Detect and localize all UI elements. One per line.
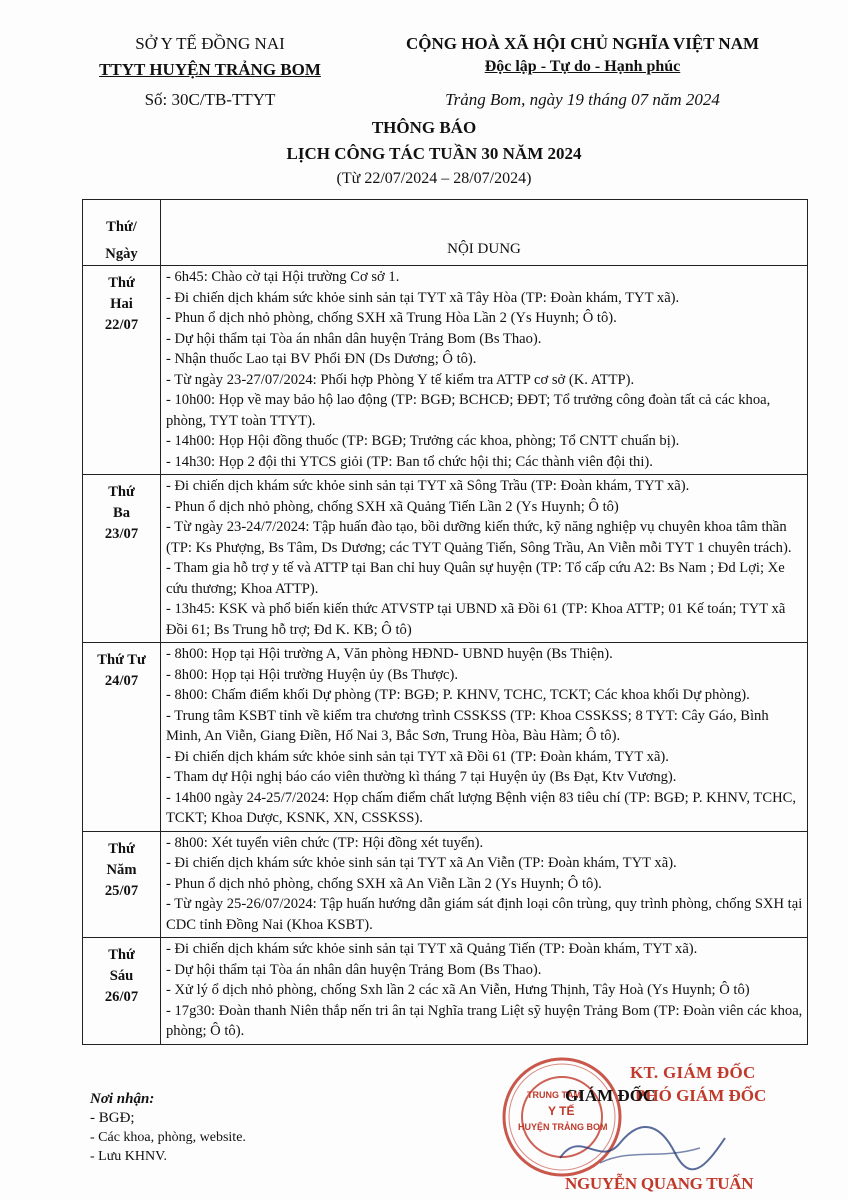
recipient-item: - Lưu KHNV. bbox=[90, 1149, 167, 1164]
motto bbox=[360, 58, 805, 76]
day-label: Thứ Tư bbox=[97, 652, 146, 668]
schedule-item: - Đi chiến dịch khám sức khỏe sinh sản tại TYT xã Tây Hòa (TP: Đoàn khám, TYT xã). bbox=[166, 289, 680, 306]
content-cell bbox=[161, 475, 808, 643]
day-label: Thứ bbox=[108, 840, 135, 857]
recipient-item: - BGĐ; bbox=[90, 1110, 135, 1126]
schedule-item: - 8h00: Họp tại Hội trường A, Văn phòng HĐND- UBND huyện (Bs Thiện). bbox=[166, 646, 613, 662]
motto-text: Độc lập - Tự do - Hạnh phúc bbox=[484, 58, 681, 75]
schedule-item: - 14h30: Họp 2 đội thi YTCS giỏi (TP: Ban tổ chức hội thi; Các thành viên đội thi). bbox=[166, 453, 653, 470]
place-date: Trảng Bom, ngày 19 tháng 07 năm 2024 bbox=[445, 90, 720, 109]
schedule-item: - Nhận thuốc Lao tại BV Phổi ĐN (Ds Dương; Ô tô). bbox=[166, 351, 477, 367]
schedule-item: - 14h00: Họp Hội đồng thuốc (TP: BGĐ; Trưởng các khoa, phòng; Tổ CNTT chuẩn bị). bbox=[166, 433, 680, 449]
day-label: 22/07 bbox=[104, 317, 139, 333]
schedule-item: - 8h00: Xét tuyển viên chức (TP: Hội đồng xét tuyển). bbox=[166, 834, 484, 851]
seal-line-1: TRUNG TÂM bbox=[527, 1090, 581, 1100]
schedule-item: - Dự hội thẩm tại Tòa án nhân dân huyện Trảng Bom (Bs Thao). bbox=[166, 330, 542, 347]
handwritten-signature-icon bbox=[540, 1118, 740, 1178]
schedule-body bbox=[83, 266, 808, 1045]
schedule-item: - 8h00: Họp tại Hội trường Huyện ủy (Bs Thược). bbox=[166, 666, 459, 683]
day-cell bbox=[83, 831, 161, 938]
schedule-item: - Dự hội thẩm tại Tòa án nhân dân huyện Trảng Bom (Bs Thao). bbox=[166, 961, 542, 978]
header-content-cell: NỘI DUNG bbox=[161, 200, 808, 266]
schedule-item: - Phun ổ dịch nhỏ phòng, chống SXH xã Trung Hòa Lần 2 (Ys Huynh; Ô tô). bbox=[166, 310, 617, 326]
signature-director-title: GIÁM ĐỐC bbox=[565, 1086, 656, 1105]
schedule-item: - 10h00: Họp về may bảo hộ lao động (TP: BGĐ; BCHCĐ; ĐĐT; Tổ trưởng công đoàn tất cả các khoa, phòng, TYT toàn TTYT). bbox=[166, 392, 771, 429]
schedule-item: - 13h45: KSK và phổ biến kiến thức ATVSTP tại UBND xã Đồi 61 (TP: Khoa ATTP; 01 Kế toán; TYT xã Đồi 61; Bs Trung hỗ trợ; Đd K. KB; Ô tô) bbox=[166, 601, 786, 638]
schedule-item: - Xử lý ổ dịch nhỏ phòng, chống Sxh lần 2 các xã An Viễn, Hưng Thịnh, Tây Hoà (Ys Huynh; Ô tô) bbox=[166, 982, 750, 998]
header-day-line1: Thứ/ bbox=[106, 219, 137, 235]
schedule-item: - 8h00: Chấm điểm khối Dự phòng (TP: BGĐ; P. KHNV, TCHC, TCKT; Các khoa khối Dự phòng). bbox=[166, 687, 750, 703]
schedule-item: - Đi chiến dịch khám sức khỏe sinh sản tại TYT xã Đồi 61 (TP: Đoàn khám, TYT xã). bbox=[166, 748, 669, 765]
table-row bbox=[83, 938, 808, 1045]
day-cell bbox=[83, 475, 161, 643]
signer-name: NGUYỄN QUANG TUẤN bbox=[565, 1174, 754, 1193]
day-label: 26/07 bbox=[104, 989, 139, 1005]
day-label: 25/07 bbox=[104, 882, 139, 899]
schedule-item: - Đi chiến dịch khám sức khỏe sinh sản tại TYT xã Sông Trầu (TP: Đoàn khám, TYT xã). bbox=[166, 478, 690, 494]
doc-number: Số: 30C/TB-TTYT bbox=[144, 90, 276, 109]
signature-deputy-title: PHÓ GIÁM ĐỐC bbox=[635, 1086, 767, 1105]
schedule-item: - Từ ngày 23-27/07/2024: Phối hợp Phòng Y tế kiểm tra ATTP cơ sở (K. ATTP). bbox=[166, 371, 635, 388]
recipients-title: Nơi nhận: bbox=[90, 1091, 155, 1107]
content-cell bbox=[161, 266, 808, 475]
day-label: Ba bbox=[112, 505, 131, 521]
signature-kt: KT. GIÁM ĐỐC bbox=[630, 1063, 756, 1082]
schedule-item: - Đi chiến dịch khám sức khỏe sinh sản tại TYT xã An Viễn (TP: Đoàn khám, TYT xã). bbox=[166, 855, 677, 871]
country-name: CỘNG HOÀ XÃ HỘI CHỦ NGHĨA VIỆT NAM bbox=[405, 34, 760, 53]
table-header-row bbox=[83, 200, 808, 266]
schedule-item: - Đi chiến dịch khám sức khỏe sinh sản tại TYT xã Quảng Tiến (TP: Đoàn khám, TYT xã). bbox=[166, 941, 698, 957]
doc-title: THÔNG BÁO bbox=[371, 118, 477, 137]
date-range: (Từ 22/07/2024 – 28/07/2024) bbox=[336, 170, 532, 187]
schedule-item: - Tham dự Hội nghị báo cáo viên thường kì tháng 7 tại Huyện ủy (Bs Đạt, Ktv Vương). bbox=[166, 769, 677, 785]
day-label: Sáu bbox=[109, 968, 134, 984]
day-label: Hai bbox=[110, 296, 133, 312]
content-cell bbox=[161, 643, 808, 832]
content-cell bbox=[161, 831, 808, 938]
recipients-block bbox=[90, 1090, 246, 1166]
schedule-item: - Phun ổ dịch nhỏ phòng, chống SXH xã An Viễn Lần 2 (Ys Huynh; Ô tô). bbox=[166, 875, 602, 892]
table-row bbox=[83, 475, 808, 643]
schedule-table bbox=[82, 199, 808, 1045]
schedule-item: - 14h00 ngày 24-25/7/2024: Họp chấm điểm chất lượng Bệnh viện 83 tiêu chí (TP: BGĐ; P. KHNV, TCHC, TCKT; Khoa Dược, KSNK, XN, CSSKSS). bbox=[166, 789, 797, 826]
schedule-item: - Từ ngày 25-26/07/2024: Tập huấn hướng dẫn giám sát định loại côn trùng, quy trình phòng, chống SXH tại CDC tỉnh Đồng Nai (Khoa KSBT). bbox=[166, 896, 803, 933]
schedule-item: - 6h45: Chào cờ tại Hội trường Cơ sở 1. bbox=[166, 269, 400, 285]
table-row bbox=[83, 643, 808, 832]
org-name: TTYT HUYỆN TRẢNG BOM bbox=[99, 60, 321, 79]
table-row bbox=[83, 831, 808, 938]
schedule-item: - Phun ổ dịch nhỏ phòng, chống SXH xã Quảng Tiến Lần 2 (Ys Huynh; Ô tô) bbox=[166, 498, 619, 515]
day-label: Thứ bbox=[108, 275, 135, 291]
schedule-item: - Từ ngày 23-24/7/2024: Tập huấn đào tạo, bồi dưỡng kiến thức, kỹ năng nghiệp vụ chuyên khoa tâm thần (TP: Ks Phượng, Bs Tâm, Ds Dương; các TYT Quảng Tiến, Sông Trầu, An Viễn mỗi TYT 1 chuyên trách). bbox=[166, 519, 792, 556]
header-day-line2: Ngày bbox=[105, 246, 138, 262]
day-label: Năm bbox=[106, 861, 137, 878]
schedule-item: - 17g30: Đoàn thanh Niên thắp nến tri ân tại Nghĩa trang Liệt sỹ huyện Trảng Bom (TP: Đoàn viên các khoa, phòng; Ô tô). bbox=[166, 1002, 803, 1039]
day-label: Thứ bbox=[108, 484, 135, 500]
dept-name: SỞ Y TẾ ĐỒNG NAI bbox=[135, 34, 285, 53]
seal-line-3: HUYỆN TRẢNG BOM bbox=[518, 1122, 608, 1132]
content-cell bbox=[161, 938, 808, 1045]
recipient-item: - Các khoa, phòng, website. bbox=[90, 1130, 246, 1145]
seal-line-2: Y TẾ bbox=[548, 1104, 575, 1118]
day-cell bbox=[83, 643, 161, 832]
header-day-cell bbox=[83, 200, 161, 266]
schedule-item: - Tham gia hỗ trợ y tế và ATTP tại Ban chỉ huy Quân sự huyện (TP: Tổ cấp cứu A2: Bs Nam ; Đd Lợi; Xe cứu thương; Khoa ATTP). bbox=[166, 560, 785, 597]
day-label: Thứ bbox=[108, 947, 135, 963]
doc-subtitle: LỊCH CÔNG TÁC TUẦN 30 NĂM 2024 bbox=[286, 144, 582, 163]
table-row bbox=[83, 266, 808, 475]
day-label: 23/07 bbox=[104, 526, 139, 542]
day-label: 24/07 bbox=[104, 673, 139, 689]
schedule-item: - Trung tâm KSBT tỉnh về kiểm tra chương trình CSSKSS (TP: Khoa CSSKSS; 8 TYT: Cây Gáo, Bình Minh, An Viễn, Giang Điền, Hố Nai 3, Bắc Sơn, Trung Hòa, Bàu Hàm; Ô tô). bbox=[166, 707, 769, 744]
day-cell bbox=[83, 938, 161, 1045]
day-cell bbox=[83, 266, 161, 475]
